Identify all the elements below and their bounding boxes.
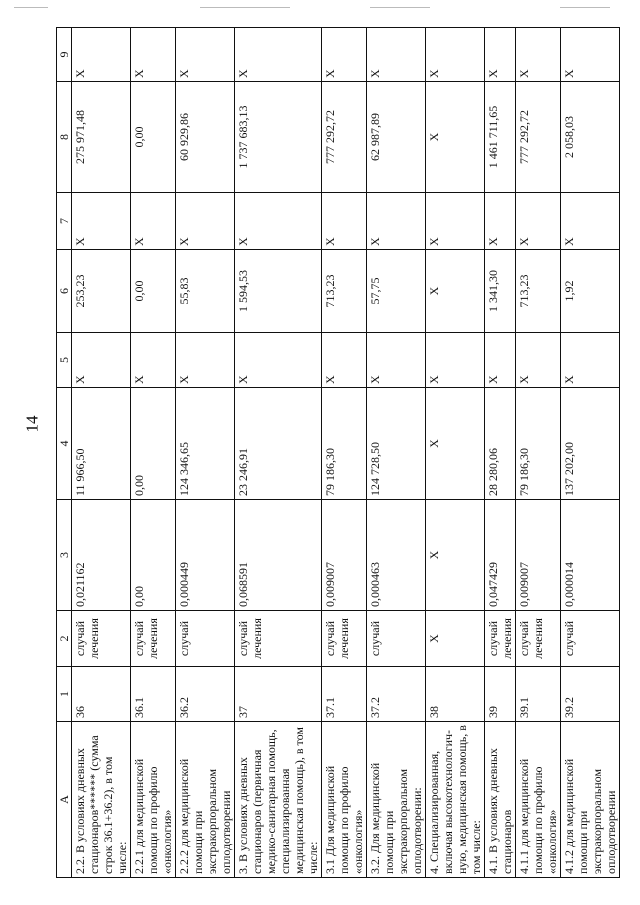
value-cell: X [426, 82, 485, 193]
value-cell: 0,000463 [367, 500, 426, 611]
row-label: 3. В условиях дневных стационаров (первичная медико-санитарная помощь, специализированная медицинская помощь), в том числе: [235, 722, 322, 878]
column-header-4: 4 [57, 388, 72, 500]
row-number: 39.1 [516, 667, 561, 722]
table-row [322, 28, 367, 878]
column-header-9: 9 [57, 28, 72, 82]
value-cell: 55,83 [176, 250, 235, 333]
value-cell: X [367, 333, 426, 388]
value-cell: X [426, 193, 485, 250]
value-cell: 60 929,86 [176, 82, 235, 193]
value-cell: 0,00 [131, 82, 176, 193]
value-cell: 0,009007 [516, 500, 561, 611]
value-cell: X [561, 193, 620, 250]
data-table [56, 27, 620, 878]
value-cell: 1 341,30 [485, 250, 516, 333]
row-number: 36.2 [176, 667, 235, 722]
value-cell: X [72, 193, 131, 250]
value-cell: 777 292,72 [322, 82, 367, 193]
value-cell: 777 292,72 [516, 82, 561, 193]
value-cell: X [516, 28, 561, 82]
value-cell: 124 346,65 [176, 388, 235, 500]
table-row [485, 28, 516, 878]
value-cell: X [426, 250, 485, 333]
row-number: 37.1 [322, 667, 367, 722]
value-cell: X [176, 193, 235, 250]
value-cell: 1,92 [561, 250, 620, 333]
unit-cell: случай [561, 611, 620, 667]
value-cell: X [485, 28, 516, 82]
value-cell: 62 987,89 [367, 82, 426, 193]
table-row [131, 28, 176, 878]
value-cell: X [322, 333, 367, 388]
value-cell: 23 246,91 [235, 388, 322, 500]
value-cell: 57,75 [367, 250, 426, 333]
column-header-3: 3 [57, 500, 72, 611]
row-number: 36.1 [131, 667, 176, 722]
value-cell: 11 966,50 [72, 388, 131, 500]
unit-cell: случай [367, 611, 426, 667]
value-cell: X [516, 193, 561, 250]
row-number: 39 [485, 667, 516, 722]
row-number: 36 [72, 667, 131, 722]
scan-artifact [200, 7, 290, 8]
table-row [235, 28, 322, 878]
unit-cell: X [426, 611, 485, 667]
row-label: 2.2. В условиях дневных стационаров****** (сумма строк 36.1+36.2), в том числе: [72, 722, 131, 878]
value-cell: X [235, 333, 322, 388]
table-row [561, 28, 620, 878]
row-number: 39.2 [561, 667, 620, 722]
value-cell: 713,23 [516, 250, 561, 333]
value-cell: 0,068591 [235, 500, 322, 611]
row-number: 37 [235, 667, 322, 722]
value-cell: X [516, 333, 561, 388]
column-header-6: 6 [57, 250, 72, 333]
unit-cell: случай лечения [235, 611, 322, 667]
value-cell: 0,00 [131, 250, 176, 333]
row-label: 4.1. В условиях дневных стационаров [485, 722, 516, 878]
value-cell: 0,000014 [561, 500, 620, 611]
value-cell: X [426, 333, 485, 388]
unit-cell: случай лечения [72, 611, 131, 667]
table-row [426, 28, 485, 878]
value-cell: X [176, 333, 235, 388]
row-label: 2.2.2 для медицинской помощи при экстракорпоральном оплодотворении [176, 722, 235, 878]
value-cell: X [426, 388, 485, 500]
value-cell: X [485, 333, 516, 388]
row-label: 4.1.1 для медицинской помощи по профилю «онкология» [516, 722, 561, 878]
unit-cell: случай лечения [516, 611, 561, 667]
value-cell: X [561, 333, 620, 388]
value-cell: X [426, 28, 485, 82]
rotated-table-wrapper [56, 28, 618, 878]
value-cell: 713,23 [322, 250, 367, 333]
value-cell: 1 594,53 [235, 250, 322, 333]
value-cell: 2 058,03 [561, 82, 620, 193]
scan-artifact [560, 7, 610, 8]
value-cell: 1 461 711,65 [485, 82, 516, 193]
column-header-5: 5 [57, 333, 72, 388]
value-cell: 79 186,30 [322, 388, 367, 500]
value-cell: X [235, 28, 322, 82]
value-cell: 275 971,48 [72, 82, 131, 193]
row-label: 4. Специализированная, включая высокотехнологич-ную, медицинская помощь, в том числе: [426, 722, 485, 878]
value-cell: X [131, 28, 176, 82]
scan-artifact [370, 7, 430, 8]
column-header-2: 2 [57, 611, 72, 667]
table-row [176, 28, 235, 878]
value-cell: 79 186,30 [516, 388, 561, 500]
value-cell: X [72, 333, 131, 388]
row-label: 3.2. Для медицинской помощи при экстракорпоральном оплодотворении: [367, 722, 426, 878]
value-cell: X [131, 333, 176, 388]
header-row [57, 28, 72, 878]
value-cell: X [131, 193, 176, 250]
unit-cell: случай лечения [131, 611, 176, 667]
unit-cell: случай [176, 611, 235, 667]
column-header-8: 8 [57, 82, 72, 193]
table-container [56, 28, 618, 878]
row-label: 4.1.2 для медицинской помощи при экстракорпоральном оплодотворении [561, 722, 620, 878]
value-cell: 28 280,06 [485, 388, 516, 500]
unit-cell: случай лечения [322, 611, 367, 667]
value-cell: X [561, 28, 620, 82]
value-cell: 0,000449 [176, 500, 235, 611]
value-cell: 253,23 [72, 250, 131, 333]
column-header-a: A [57, 722, 72, 878]
value-cell: 0,00 [131, 500, 176, 611]
scan-artifact [14, 7, 48, 8]
value-cell: X [322, 193, 367, 250]
column-header-1: 1 [57, 667, 72, 722]
value-cell: X [367, 28, 426, 82]
table-row [367, 28, 426, 878]
column-header-7: 7 [57, 193, 72, 250]
unit-cell: случай лечения [485, 611, 516, 667]
value-cell: 1 737 683,13 [235, 82, 322, 193]
value-cell: X [485, 193, 516, 250]
row-number: 37.2 [367, 667, 426, 722]
row-label: 2.2.1 для медицинской помощи по профилю «онкология» [131, 722, 176, 878]
value-cell: X [367, 193, 426, 250]
row-label: 3.1 Для медицинской помощи по профилю «онкология» [322, 722, 367, 878]
value-cell: 124 728,50 [367, 388, 426, 500]
table-row [516, 28, 561, 878]
value-cell: X [426, 500, 485, 611]
page-number: 14 [22, 415, 42, 433]
value-cell: 0,021162 [72, 500, 131, 611]
value-cell: 137 202,00 [561, 388, 620, 500]
value-cell: X [72, 28, 131, 82]
value-cell: X [235, 193, 322, 250]
table-row [72, 28, 131, 878]
value-cell: X [322, 28, 367, 82]
value-cell: X [176, 28, 235, 82]
row-number: 38 [426, 667, 485, 722]
value-cell: 0,00 [131, 388, 176, 500]
value-cell: 0,009007 [322, 500, 367, 611]
value-cell: 0,047429 [485, 500, 516, 611]
